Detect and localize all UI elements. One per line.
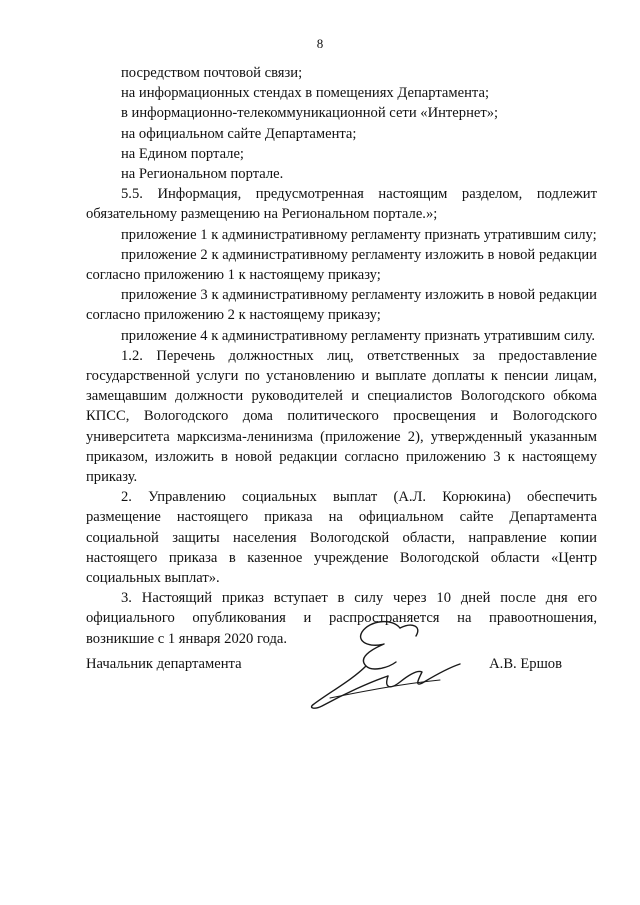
text-line: на Едином портале; [121, 145, 244, 162]
text-line: на информационных стендах в помещениях Департамента; [121, 85, 489, 102]
paragraph: приложение 1 к административному регламенту признать утратившим силу; [121, 226, 597, 243]
text-line: посредством почтовой связи; [121, 65, 303, 81]
page-number: 8 [316, 36, 324, 51]
paragraph: приложение 2 к административному регламенту изложить в новой редакции согласно приложению 1 к настоящему приказу; [86, 246, 597, 284]
paragraph: 2. Управлению социальных выплат (А.Л. Корюкина) обеспечить размещение настоящего приказа на официальном сайте Департамента социальной защиты населения Вологодской области, направление копии настоящего приказа в казенное учреждение Вологодской области «Центр социальных выплат». [86, 489, 597, 587]
paragraph: 1.2. Перечень должностных лиц, ответственных за предоставление государственной услуги по установлению и выплате доплаты к пенсии лицам, замещавшим должности руководителей и специалистов Вологодского обкома КПСС, Вологодского дома политического просвещения и Вологодского университета марксизма-ленинизма (приложение 2), утвержденный указанным приказом, изложить в новой редакции согласно приложению 3 к настоящему приказу. [86, 347, 597, 486]
paragraph: приложение 3 к административному регламенту изложить в новой редакции согласно приложению 2 к настоящему приказу; [86, 287, 597, 324]
paragraph: 5.5. Информация, предусмотренная настоящим разделом, подлежит обязательному размещению на Региональном портале.»; [86, 186, 597, 223]
paragraph: приложение 4 к административному регламенту признать утратившим силу. [121, 327, 596, 344]
text-line: в информационно-телекоммуникационной сети «Интернет»; [121, 105, 499, 122]
document-body [86, 63, 597, 649]
signature-block [86, 656, 562, 676]
paragraph: 3. Настоящий приказ вступает в силу через 10 дней после дня его официального опубликования и распространяется на правоотношения, возникшие с 1 января 2020 года. [86, 590, 597, 647]
text-line: на Региональном портале. [121, 166, 284, 183]
signatory-name: А.В. Ершов [489, 656, 562, 672]
signatory-title: Начальник департамента [86, 656, 242, 672]
paragraph-block [86, 184, 597, 649]
text-line: на официальном сайте Департамента; [121, 125, 357, 142]
